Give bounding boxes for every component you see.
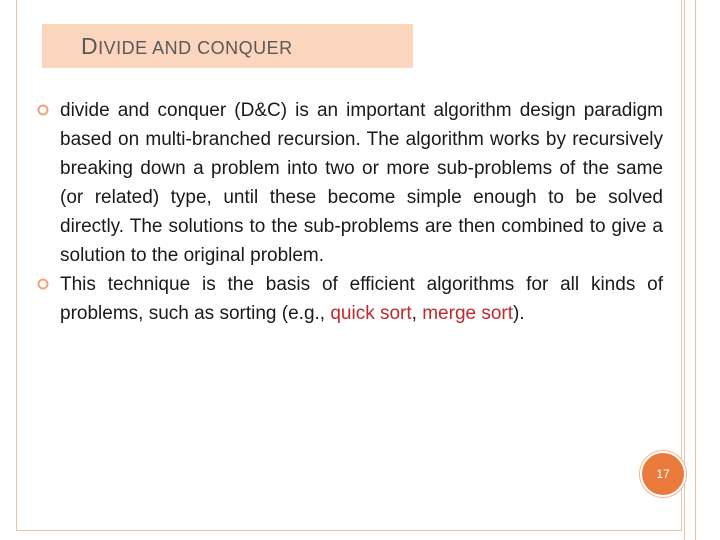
- separator-text: ,: [411, 303, 423, 324]
- quick-sort-highlight: quick sort: [330, 303, 412, 324]
- slide-title: [81, 33, 293, 60]
- bullet-text: divide and conquer (D&C) is an important algorithm design paradigm based on multi-branched recursion. The algorithm works by recursively breaking down a problem into two or more sub-problems of the same (or related) type, until these become simple enough to be solved directly. The solutions to the sub-problems are then combined to give a solution to the original problem.: [60, 100, 663, 266]
- bullet-item: [37, 270, 663, 328]
- page-number-badge: 17: [640, 451, 686, 497]
- title-first-letter: D: [81, 33, 99, 59]
- hollow-circle-bullet-icon: [37, 104, 49, 116]
- title-rest: IVIDE AND CONQUER: [98, 38, 293, 58]
- bullet-item: [37, 96, 663, 270]
- right-rail-decoration: [684, 0, 696, 540]
- bullet-text: This technique is the basis of efficient algorithms for all kinds of problems, such as sorting (e.g.,: [60, 274, 663, 324]
- bullet-text-end: ).: [513, 303, 525, 324]
- hollow-circle-bullet-icon: [37, 278, 49, 290]
- merge-sort-highlight: merge sort: [422, 303, 514, 324]
- bullet-list: [37, 96, 663, 328]
